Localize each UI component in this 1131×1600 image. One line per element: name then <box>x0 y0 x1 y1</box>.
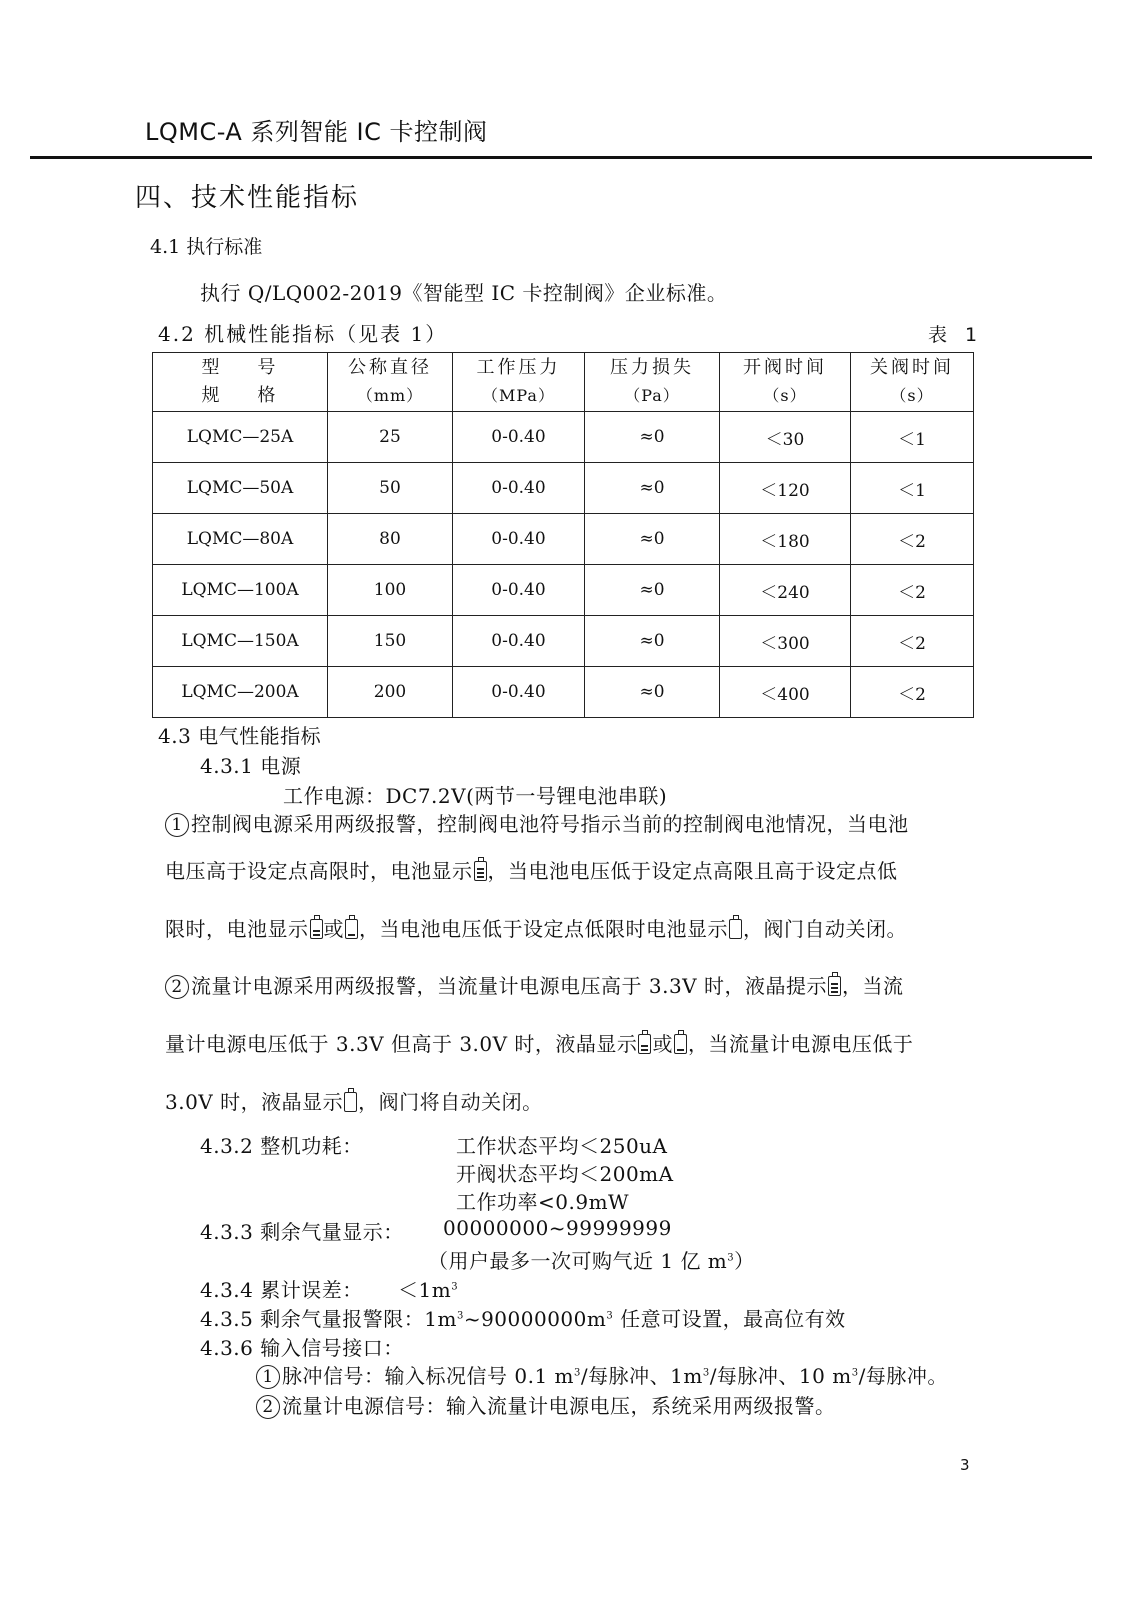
page-number: 3 <box>960 1456 970 1474</box>
battery-low-icon <box>345 919 358 939</box>
table-cell: ＜1 <box>851 412 974 463</box>
header-line2: （Pa） <box>624 386 680 405</box>
p1-text: 电压高于设定点高限时，电池显示 <box>165 859 473 883</box>
s435-text: 4.3.5 剩余气量报警限：1m <box>200 1307 457 1331</box>
battery-full-icon <box>828 976 841 996</box>
battery-medium-icon <box>638 1034 651 1054</box>
s41-heading: 4.1 执行标准 <box>150 236 263 258</box>
header-cell <box>153 353 328 412</box>
s435-line <box>200 1303 846 1332</box>
table-cell: ＜2 <box>851 616 974 667</box>
table-cell: ＜120 <box>720 463 851 514</box>
p1-text: ，阀门自动关闭。 <box>743 917 907 941</box>
superscript: 3 <box>727 1252 735 1264</box>
s436-item2 <box>256 1390 836 1419</box>
s436-text: 脉冲信号：输入标况信号 0.1 m <box>282 1364 574 1388</box>
p2-text: ，当流 <box>841 974 904 998</box>
header-cell <box>720 353 851 412</box>
table-cell: 0-0.40 <box>453 565 585 616</box>
header-line1: 型 号 <box>201 357 279 378</box>
table-row <box>153 514 974 565</box>
table-cell: 150 <box>328 616 453 667</box>
circled-number: 2 <box>165 975 189 999</box>
table-cell: 80 <box>328 514 453 565</box>
superscript: 3 <box>456 1310 464 1322</box>
header-title: LQMC-A 系列智能 IC 卡控制阀 <box>145 118 488 146</box>
s436-text: 流量计电源信号：输入流量计电源电压，系统采用两级报警。 <box>282 1394 836 1418</box>
table-cell: 0-0.40 <box>453 463 585 514</box>
table-cell: ＜2 <box>851 565 974 616</box>
table-cell: 0-0.40 <box>453 514 585 565</box>
s435-text: 任意可设置，最高位有效 <box>613 1307 846 1331</box>
s433-range: 00000000~99999999 <box>443 1216 672 1240</box>
table-cell: LQMC—50A <box>153 463 328 514</box>
p2-text: 流量计电源采用两级报警，当流量计电源电压高于 3.3V 时，液晶提示 <box>191 974 827 998</box>
table-cell: ＜1 <box>851 463 974 514</box>
table-row <box>153 616 974 667</box>
table-cell: 25 <box>328 412 453 463</box>
table-cell: 0-0.40 <box>453 616 585 667</box>
p1-text: 控制阀电源采用两级报警，控制阀电池符号指示当前的控制阀电池情况，当电池 <box>191 812 909 836</box>
s434-value-text: ＜1m <box>398 1278 452 1302</box>
s432-value: 开阀状态平均＜200mA <box>456 1162 674 1186</box>
p2-line3 <box>165 1086 543 1115</box>
header-rule <box>30 156 1092 159</box>
p1-line1 <box>165 808 909 837</box>
table-row <box>153 565 974 616</box>
table-cell: LQMC—25A <box>153 412 328 463</box>
table-cell: ≈0 <box>585 514 720 565</box>
table-cell: ≈0 <box>585 463 720 514</box>
p1-text: 限时，电池显示 <box>165 917 309 941</box>
table-cell: ＜240 <box>720 565 851 616</box>
table-label: 表 1 <box>928 324 984 346</box>
header-cell <box>453 353 585 412</box>
s435-text: ~90000000m <box>463 1307 607 1331</box>
s433-heading: 4.3.3 剩余气量显示： <box>200 1220 404 1244</box>
table-cell: ≈0 <box>585 565 720 616</box>
table-header-row <box>153 353 974 412</box>
header-line2: （MPa） <box>482 386 555 405</box>
spec-table <box>152 352 974 718</box>
battery-medium-icon <box>310 919 323 939</box>
s433-note-text: （用户最多一次可购气近 1 亿 m <box>428 1249 728 1273</box>
p1-text: ，当电池电压低于设定点低限时电池显示 <box>359 917 728 941</box>
p1-line2 <box>165 855 898 884</box>
s436-text: /每脉冲、1m <box>580 1364 703 1388</box>
battery-low-icon <box>674 1034 687 1054</box>
header-line2: （s） <box>763 386 807 405</box>
s436-text: /每脉冲。 <box>858 1364 948 1388</box>
p2-text: 3.0V 时，液晶显示 <box>165 1090 344 1114</box>
table-cell: ＜180 <box>720 514 851 565</box>
table-cell: LQMC—150A <box>153 616 328 667</box>
header-line1: 公称直径 <box>348 357 432 378</box>
battery-full-icon <box>474 861 487 881</box>
section-title: 四、技术性能指标 <box>135 183 360 213</box>
header-line2: （mm） <box>356 386 424 405</box>
p2-text: ，当流量计电源电压低于 <box>687 1032 914 1056</box>
superscript: 3 <box>702 1367 710 1379</box>
circled-number: 1 <box>256 1365 280 1389</box>
table-cell: LQMC—200A <box>153 667 328 718</box>
superscript: 3 <box>574 1367 581 1379</box>
s433-note-text: ） <box>734 1249 755 1273</box>
table-row <box>153 412 974 463</box>
power-supply: 工作电源：DC7.2V(两节一号锂电池串联) <box>283 784 668 808</box>
p1-text: ，当电池电压低于设定点高限且高于设定点低 <box>487 859 898 883</box>
s433-note <box>428 1245 755 1274</box>
p2-text: 或 <box>652 1032 673 1056</box>
s432-value: 工作状态平均＜250uA <box>456 1134 668 1158</box>
header-line1: 工作压力 <box>476 357 561 378</box>
table-cell: ＜2 <box>851 514 974 565</box>
s436-item1 <box>256 1360 948 1389</box>
table-cell: LQMC—80A <box>153 514 328 565</box>
s434-value <box>398 1274 458 1303</box>
p2-line2 <box>165 1028 913 1057</box>
p2-text: ，阀门将自动关闭。 <box>358 1090 543 1114</box>
header-line1: 压力损失 <box>610 357 694 378</box>
superscript: 3 <box>606 1310 614 1322</box>
s434-heading: 4.3.4 累计误差： <box>200 1278 363 1302</box>
superscript: 3 <box>451 1281 459 1293</box>
header-line2: 规 格 <box>201 385 279 406</box>
s42-heading: 4.2 机械性能指标（见表 1） <box>158 322 448 346</box>
table-cell: ＜300 <box>720 616 851 667</box>
circled-number: 1 <box>165 813 189 837</box>
table-cell: ≈0 <box>585 412 720 463</box>
s432-heading: 4.3.2 整机功耗： <box>200 1134 363 1158</box>
table-cell: 100 <box>328 565 453 616</box>
s431-heading: 4.3.1 电源 <box>200 754 302 778</box>
s432-value: 工作功率<0.9mW <box>456 1190 630 1214</box>
table-cell: 0-0.40 <box>453 412 585 463</box>
p1-line3 <box>165 913 907 942</box>
superscript: 3 <box>851 1367 859 1379</box>
table-cell: 50 <box>328 463 453 514</box>
p2-line1 <box>165 970 903 999</box>
header-cell <box>851 353 974 412</box>
table-cell: ≈0 <box>585 616 720 667</box>
table-row <box>153 463 974 514</box>
s43-heading: 4.3 电气性能指标 <box>158 724 322 748</box>
s436-text: /每脉冲、10 m <box>709 1364 852 1388</box>
table-cell: 0-0.40 <box>453 667 585 718</box>
battery-empty-icon <box>344 1092 357 1112</box>
p2-text: 量计电源电压低于 3.3V 但高于 3.0V 时，液晶显示 <box>165 1032 638 1056</box>
header-line2: （s） <box>890 386 934 405</box>
table-cell: ＜2 <box>851 667 974 718</box>
table-cell: LQMC—100A <box>153 565 328 616</box>
s436-heading: 4.3.6 输入信号接口： <box>200 1336 404 1360</box>
table-cell: ＜400 <box>720 667 851 718</box>
p1-text: 或 <box>323 917 344 941</box>
header-line1: 开阀时间 <box>743 357 827 378</box>
table-cell: ≈0 <box>585 667 720 718</box>
table-cell: 200 <box>328 667 453 718</box>
circled-number: 2 <box>256 1395 280 1419</box>
header-cell <box>585 353 720 412</box>
header-line1: 关阀时间 <box>870 357 954 378</box>
table-row <box>153 667 974 718</box>
battery-empty-icon <box>729 919 742 939</box>
header-cell <box>328 353 453 412</box>
table-cell: ＜30 <box>720 412 851 463</box>
s41-text: 执行 Q/LQ002-2019《智能型 IC 卡控制阀》企业标准。 <box>200 281 728 305</box>
